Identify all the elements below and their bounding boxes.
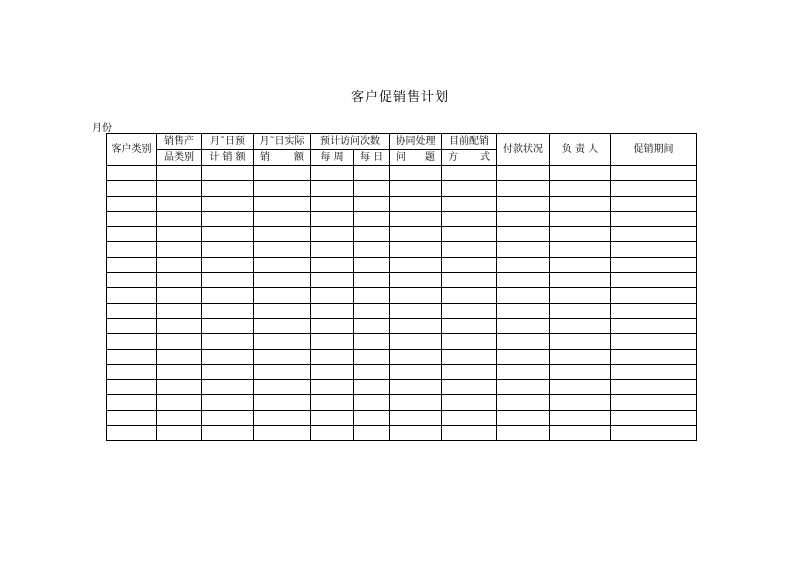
table-cell [442, 273, 497, 288]
table-cell [354, 303, 390, 318]
table-cell [354, 196, 390, 211]
table-cell [611, 257, 697, 272]
header-sales-method-line2 [442, 150, 497, 166]
header-sales-method-line2-a: 方 [448, 151, 458, 163]
table-cell [107, 242, 157, 257]
table-cell [442, 318, 497, 333]
table-cell [107, 166, 157, 181]
table-row [107, 181, 697, 196]
table-cell [611, 410, 697, 425]
table-cell [107, 303, 157, 318]
table-cell [157, 318, 202, 333]
table-cell [442, 334, 497, 349]
table-cell [202, 410, 254, 425]
header-coordination-line2-b: 题 [425, 151, 435, 163]
table-cell [157, 349, 202, 364]
table-cell [550, 257, 611, 272]
table-cell [497, 166, 550, 181]
header-coordination-line1: 协同处理 [390, 134, 442, 150]
table-cell [550, 349, 611, 364]
table-cell [107, 426, 157, 441]
header-product-type-line2: 品类别 [157, 150, 202, 166]
table-cell [550, 364, 611, 379]
table-row [107, 288, 697, 303]
table-cell [611, 395, 697, 410]
table-cell [354, 410, 390, 425]
table-cell [354, 395, 390, 410]
table-cell [354, 211, 390, 226]
table-row [107, 380, 697, 395]
table-cell [254, 334, 311, 349]
table-cell [157, 196, 202, 211]
table-cell [254, 395, 311, 410]
table-cell [442, 242, 497, 257]
table-cell [157, 410, 202, 425]
header-visits-weekly: 每 周 [311, 150, 354, 166]
table-row [107, 303, 697, 318]
table-cell [497, 227, 550, 242]
table-cell [107, 410, 157, 425]
header-actual-amount-line2 [254, 150, 311, 166]
table-cell [107, 380, 157, 395]
table-cell [107, 257, 157, 272]
header-actual-amount-line1: 月˜日实际 [254, 134, 311, 150]
table-cell [550, 318, 611, 333]
table-cell [202, 166, 254, 181]
table-cell [202, 303, 254, 318]
table-cell [497, 364, 550, 379]
table-cell [497, 349, 550, 364]
table-cell [157, 227, 202, 242]
header-planned-amount-line1: 月˜日预 [202, 134, 254, 150]
table-cell [254, 380, 311, 395]
table-cell [611, 288, 697, 303]
table-cell [497, 426, 550, 441]
table-cell [202, 364, 254, 379]
table-cell [311, 364, 354, 379]
table-cell [390, 349, 442, 364]
table-cell [311, 303, 354, 318]
table-cell [354, 318, 390, 333]
table-cell [390, 395, 442, 410]
table-cell [202, 395, 254, 410]
table-cell [390, 196, 442, 211]
table-cell [390, 181, 442, 196]
table-cell [202, 349, 254, 364]
table-cell [157, 242, 202, 257]
table-cell [442, 181, 497, 196]
table-cell [254, 288, 311, 303]
table-cell [311, 181, 354, 196]
table-cell [354, 273, 390, 288]
table-cell [202, 380, 254, 395]
table-cell [611, 227, 697, 242]
table-cell [157, 380, 202, 395]
table-cell [442, 395, 497, 410]
table-cell [311, 242, 354, 257]
table-row [107, 318, 697, 333]
table-cell [354, 181, 390, 196]
table-cell [311, 211, 354, 226]
table-cell [611, 166, 697, 181]
table-cell [354, 257, 390, 272]
table-cell [254, 318, 311, 333]
table-cell [157, 181, 202, 196]
table-cell [354, 288, 390, 303]
table-cell [254, 242, 311, 257]
header-promotion-period: 促销期间 [611, 134, 697, 166]
table-cell [354, 227, 390, 242]
table-cell [497, 257, 550, 272]
table-row [107, 242, 697, 257]
table-cell [311, 426, 354, 441]
table-cell [202, 273, 254, 288]
table-cell [390, 288, 442, 303]
table-cell [442, 257, 497, 272]
table-cell [157, 273, 202, 288]
table-cell [390, 380, 442, 395]
table-cell [311, 227, 354, 242]
table-cell [611, 181, 697, 196]
table-cell [254, 227, 311, 242]
table-cell [497, 273, 550, 288]
table-cell [354, 349, 390, 364]
table-cell [550, 227, 611, 242]
table-cell [611, 242, 697, 257]
table-row [107, 364, 697, 379]
table-cell [157, 364, 202, 379]
table-row [107, 257, 697, 272]
table-cell [390, 318, 442, 333]
table-cell [390, 334, 442, 349]
table-cell [354, 364, 390, 379]
table-cell [611, 364, 697, 379]
table-row [107, 273, 697, 288]
table-cell [497, 410, 550, 425]
table-row [107, 227, 697, 242]
table-cell [202, 227, 254, 242]
table-cell [611, 196, 697, 211]
table-cell [442, 196, 497, 211]
table-cell [390, 410, 442, 425]
table-cell [254, 303, 311, 318]
table-cell [442, 364, 497, 379]
table-cell [497, 181, 550, 196]
table-cell [354, 334, 390, 349]
header-visits-daily: 每 日 [354, 150, 390, 166]
table-cell [497, 395, 550, 410]
table-cell [157, 426, 202, 441]
table-row [107, 211, 697, 226]
table-cell [390, 364, 442, 379]
table-cell [157, 334, 202, 349]
table-cell [254, 196, 311, 211]
table-row [107, 410, 697, 425]
table-cell [254, 181, 311, 196]
table-cell [442, 349, 497, 364]
table-cell [390, 257, 442, 272]
table-cell [107, 181, 157, 196]
table-row [107, 349, 697, 364]
table-body [107, 166, 697, 441]
header-visits-group: 预计访问次数 [311, 134, 390, 150]
table-row [107, 166, 697, 181]
table-cell [550, 288, 611, 303]
table-cell [390, 211, 442, 226]
table-cell [354, 242, 390, 257]
table-row [107, 395, 697, 410]
table-cell [107, 395, 157, 410]
table-cell [442, 410, 497, 425]
table-cell [311, 288, 354, 303]
table-cell [254, 257, 311, 272]
table-cell [107, 227, 157, 242]
table-cell [254, 211, 311, 226]
table-cell [107, 364, 157, 379]
table-cell [254, 426, 311, 441]
table-cell [202, 288, 254, 303]
table-cell [390, 166, 442, 181]
table-cell [550, 426, 611, 441]
table-cell [157, 257, 202, 272]
table-cell [107, 349, 157, 364]
table-cell [311, 166, 354, 181]
table-cell [497, 242, 550, 257]
table-cell [354, 426, 390, 441]
header-coordination-line2-a: 问 [396, 151, 406, 163]
table-cell [202, 318, 254, 333]
table-cell [254, 349, 311, 364]
table-cell [611, 334, 697, 349]
table-cell [611, 211, 697, 226]
header-person-in-charge: 负 责 人 [550, 134, 611, 166]
table-cell [390, 227, 442, 242]
table-cell [550, 303, 611, 318]
table-cell [311, 257, 354, 272]
table-cell [442, 227, 497, 242]
table-cell [202, 257, 254, 272]
header-actual-amount-line2-b: 额 [294, 151, 304, 163]
table-cell [254, 273, 311, 288]
table-cell [550, 395, 611, 410]
table-cell [390, 242, 442, 257]
table-cell [497, 196, 550, 211]
table-cell [107, 318, 157, 333]
table-cell [550, 166, 611, 181]
table-cell [550, 380, 611, 395]
table-cell [354, 380, 390, 395]
table-cell [202, 426, 254, 441]
table-cell [611, 273, 697, 288]
table-cell [202, 211, 254, 226]
header-customer-type: 客户类别 [107, 134, 157, 166]
table-cell [390, 303, 442, 318]
header-payment-status: 付款状况 [497, 134, 550, 166]
table-cell [311, 349, 354, 364]
table-cell [311, 380, 354, 395]
table-cell [311, 410, 354, 425]
month-label: 月份 [92, 123, 112, 134]
table-cell [611, 426, 697, 441]
table-cell [311, 273, 354, 288]
table-cell [157, 166, 202, 181]
table-cell [311, 196, 354, 211]
table-cell [497, 288, 550, 303]
header-coordination-line2 [390, 150, 442, 166]
table-cell [611, 303, 697, 318]
table-cell [442, 166, 497, 181]
table-cell [550, 211, 611, 226]
table-cell [202, 196, 254, 211]
table-cell [390, 273, 442, 288]
table-cell [550, 334, 611, 349]
table-cell [442, 380, 497, 395]
table-cell [107, 288, 157, 303]
sales-plan-table [106, 133, 697, 441]
table-row [107, 196, 697, 211]
header-sales-method-line2-b: 式 [480, 151, 490, 163]
table-cell [550, 181, 611, 196]
table-cell [254, 364, 311, 379]
table-row [107, 426, 697, 441]
table-cell [157, 395, 202, 410]
table-cell [611, 318, 697, 333]
table-cell [611, 380, 697, 395]
table-cell [550, 196, 611, 211]
header-actual-amount-line2-a: 销 [260, 151, 270, 163]
table-cell [157, 211, 202, 226]
table-cell [497, 380, 550, 395]
table-cell [611, 349, 697, 364]
table-cell [497, 334, 550, 349]
table-cell [550, 242, 611, 257]
header-sales-method-line1: 目前配销 [442, 134, 497, 150]
header-product-type-line1: 销售产 [157, 134, 202, 150]
table-cell [442, 211, 497, 226]
header-planned-amount-line2: 计 销 额 [202, 150, 254, 166]
table-cell [254, 410, 311, 425]
table-cell [157, 303, 202, 318]
table-cell [311, 395, 354, 410]
table-cell [497, 318, 550, 333]
table-cell [550, 410, 611, 425]
table-cell [107, 211, 157, 226]
table-cell [202, 242, 254, 257]
table-cell [390, 426, 442, 441]
table-cell [107, 334, 157, 349]
table-cell [497, 211, 550, 226]
table-cell [442, 288, 497, 303]
page-title: 客户促销售计划 [350, 90, 449, 105]
table-cell [202, 334, 254, 349]
table-cell [550, 273, 611, 288]
table-cell [311, 334, 354, 349]
table-cell [202, 181, 254, 196]
table-cell [354, 166, 390, 181]
table-row [107, 334, 697, 349]
table-cell [442, 426, 497, 441]
table-cell [157, 288, 202, 303]
table-cell [311, 318, 354, 333]
table-cell [254, 166, 311, 181]
table-cell [442, 303, 497, 318]
table-cell [107, 273, 157, 288]
table-cell [497, 303, 550, 318]
table-cell [107, 196, 157, 211]
